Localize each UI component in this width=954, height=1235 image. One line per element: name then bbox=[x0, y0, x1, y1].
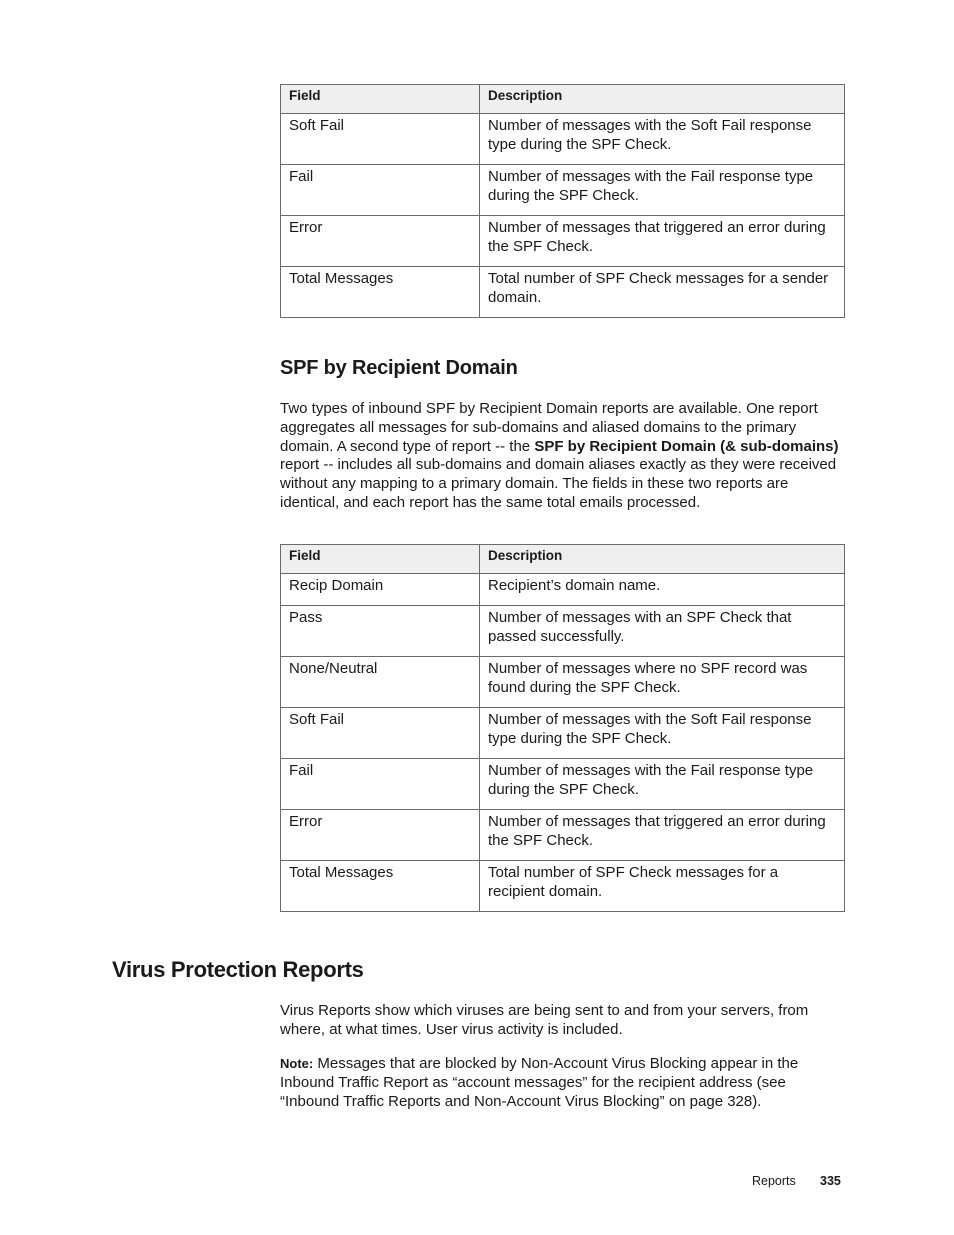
sender-spf-field-table bbox=[280, 84, 845, 318]
field-cell: Error bbox=[281, 216, 480, 267]
table-header-row bbox=[281, 85, 845, 114]
recipient-spf-field-table bbox=[280, 544, 845, 912]
field-cell: Pass bbox=[281, 606, 480, 657]
note-paragraph bbox=[280, 1055, 845, 1111]
table-header-row bbox=[281, 545, 845, 574]
description-cell: Number of messages with the Soft Fail response type during the SPF Check. bbox=[480, 708, 845, 759]
field-cell: Soft Fail bbox=[281, 708, 480, 759]
table-row bbox=[281, 810, 845, 861]
field-cell: None/Neutral bbox=[281, 657, 480, 708]
description-cell: Number of messages that triggered an error during the SPF Check. bbox=[480, 216, 845, 267]
table-row bbox=[281, 606, 845, 657]
description-cell: Number of messages with the Soft Fail response type during the SPF Check. bbox=[480, 114, 845, 165]
paragraph-text: Two types of inbound SPF by Recipient Domain reports are available. One report aggregates all messages for sub-domains and aliased domains to the primary domain. A second type of report -- the bbox=[280, 400, 818, 455]
description-cell: Number of messages with an SPF Check that passed successfully. bbox=[480, 606, 845, 657]
report-name-bold: SPF by Recipient Domain (& sub-domains) bbox=[534, 437, 839, 455]
field-column-header: Field bbox=[281, 85, 480, 114]
page-number: 335 bbox=[820, 1174, 841, 1188]
table-row bbox=[281, 574, 845, 606]
spf-recipient-domain-paragraph bbox=[280, 400, 845, 513]
note-label: Note: bbox=[280, 1056, 314, 1071]
description-cell: Number of messages with the Fail response type during the SPF Check. bbox=[480, 165, 845, 216]
field-cell: Recip Domain bbox=[281, 574, 480, 606]
field-cell: Total Messages bbox=[281, 861, 480, 912]
table-row bbox=[281, 759, 845, 810]
field-cell: Fail bbox=[281, 759, 480, 810]
description-cell: Total number of SPF Check messages for a sender domain. bbox=[480, 267, 845, 318]
virus-protection-reports-heading: Virus Protection Reports bbox=[112, 957, 364, 982]
description-column-header: Description bbox=[480, 85, 845, 114]
description-cell: Recipient’s domain name. bbox=[480, 574, 845, 606]
field-cell: Soft Fail bbox=[281, 114, 480, 165]
footer-section-title: Reports bbox=[752, 1174, 796, 1188]
table-row bbox=[281, 657, 845, 708]
description-column-header: Description bbox=[480, 545, 845, 574]
description-cell: Number of messages that triggered an error during the SPF Check. bbox=[480, 810, 845, 861]
description-cell: Total number of SPF Check messages for a recipient domain. bbox=[480, 861, 845, 912]
spf-recipient-domain-heading: SPF by Recipient Domain bbox=[280, 357, 518, 379]
note-text: Messages that are blocked by Non-Account Virus Blocking appear in the Inbound Traffic Report as “account messages” for the recipient address (see “Inbound Traffic Reports and Non-Account Virus Blocking” on page 328). bbox=[280, 1055, 799, 1110]
field-column-header: Field bbox=[281, 545, 480, 574]
virus-reports-paragraph: Virus Reports show which viruses are being sent to and from your servers, from where, at what times. User virus activity is included. bbox=[280, 1002, 809, 1038]
field-cell: Fail bbox=[281, 165, 480, 216]
table-row bbox=[281, 114, 845, 165]
paragraph-text: report -- includes all sub-domains and domain aliases exactly as they were received without any mapping to a primary domain. The fields in these two reports are identical, and each report has the same total emails processed. bbox=[280, 456, 837, 511]
description-cell: Number of messages where no SPF record was found during the SPF Check. bbox=[480, 657, 845, 708]
table-row bbox=[281, 708, 845, 759]
table-row bbox=[281, 165, 845, 216]
field-cell: Error bbox=[281, 810, 480, 861]
table-row bbox=[281, 216, 845, 267]
description-cell: Number of messages with the Fail response type during the SPF Check. bbox=[480, 759, 845, 810]
table-row bbox=[281, 861, 845, 912]
field-cell: Total Messages bbox=[281, 267, 480, 318]
table-row bbox=[281, 267, 845, 318]
